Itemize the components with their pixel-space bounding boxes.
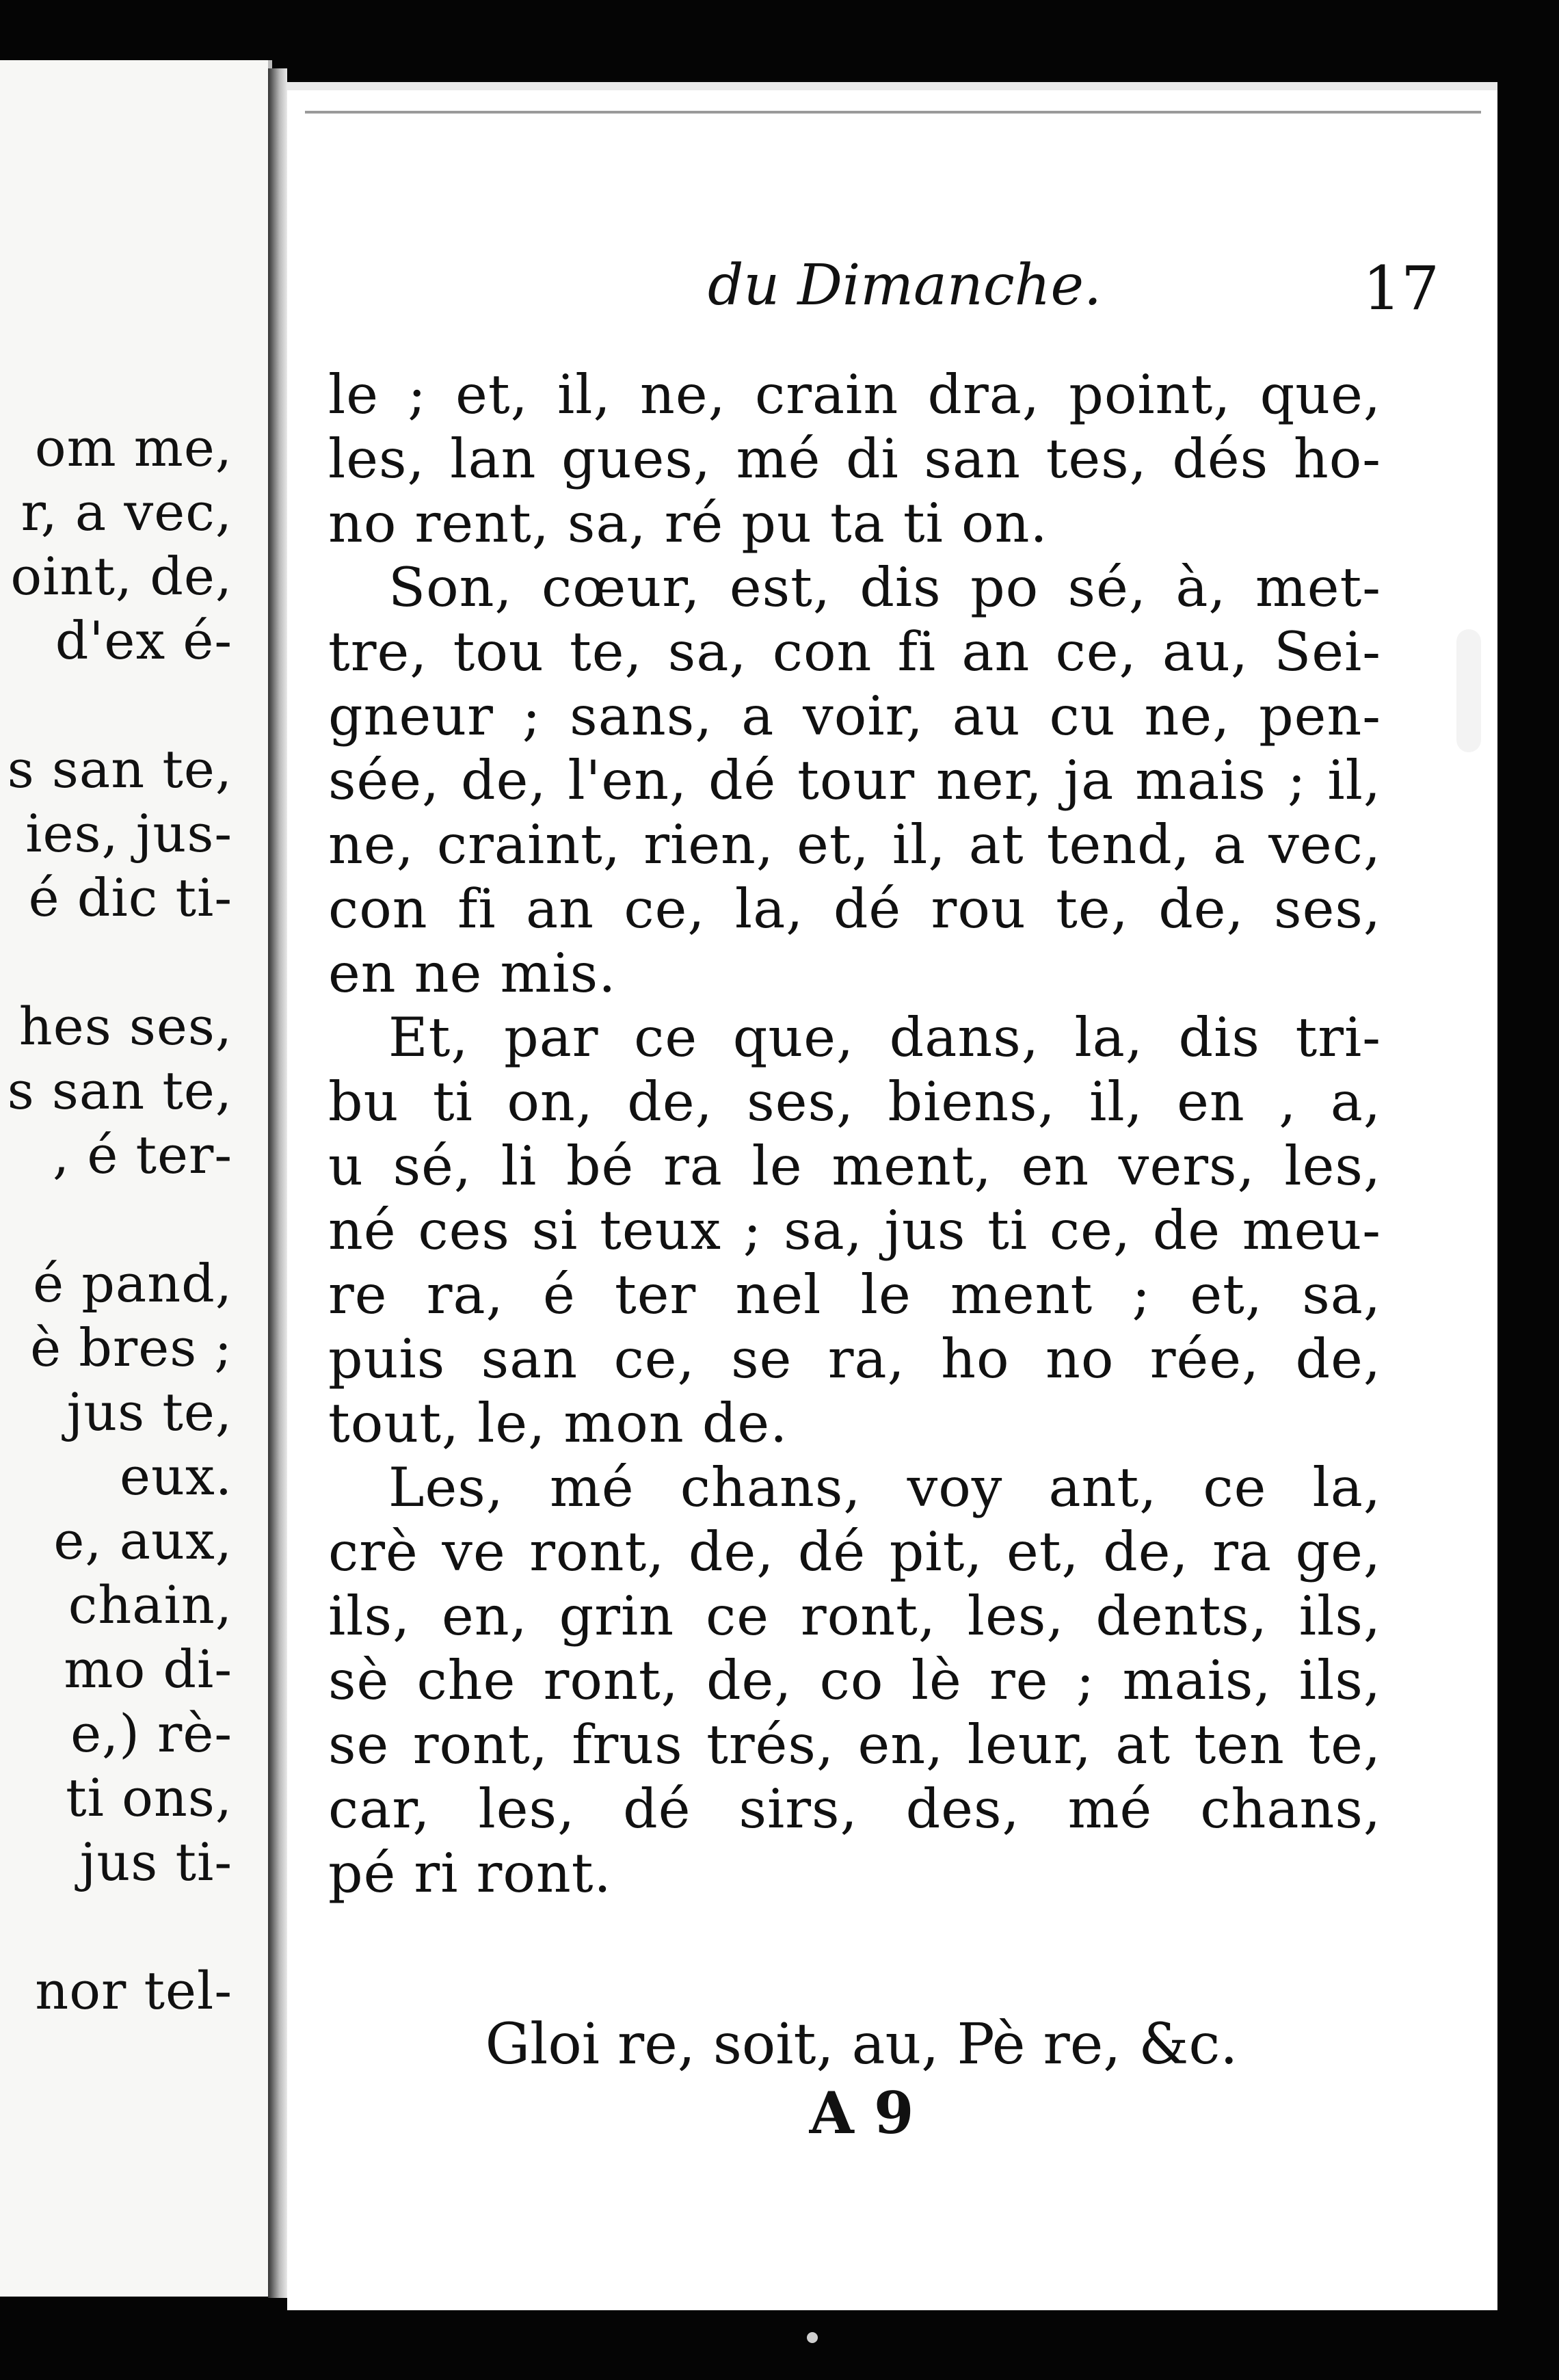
left-page-line: hes ses, — [18, 996, 232, 1057]
body-line: u sé, li bé ra le ment, en vers, les, — [328, 1135, 1381, 1198]
left-page-line: s san te, — [7, 739, 232, 799]
running-head: du Dimanche. — [707, 253, 1102, 318]
left-page-line: chain, — [68, 1574, 232, 1635]
left-page-line: nor tel- — [35, 1960, 232, 2021]
body-line: Son, cœur, est, dis po sé, à, met- — [388, 556, 1381, 619]
book-gutter — [268, 68, 287, 2298]
left-page-line: oint, de, — [10, 546, 232, 607]
body-line: sée, de, l'en, dé tour ner, ja mais ; il, — [328, 749, 1381, 812]
left-page-line: jus ti- — [79, 1832, 232, 1892]
body-line: les, lan gues, mé di san tes, dés ho- — [328, 427, 1381, 490]
body-line: pé ri ront. — [328, 1842, 612, 1905]
body-line: en ne mis. — [328, 942, 617, 1005]
body-line: con fi an ce, la, dé rou te, de, ses, — [328, 877, 1381, 940]
body-line: tre, tou te, sa, con fi an ce, au, Sei- — [328, 620, 1381, 683]
left-page-line: è bres ; — [30, 1317, 232, 1378]
left-page-line: e, aux, — [53, 1510, 232, 1571]
paper-mark — [1456, 629, 1481, 752]
body-line: le ; et, il, ne, crain dra, point, que, — [328, 363, 1381, 426]
left-page-line: om me, — [34, 417, 232, 478]
body-line: gneur ; sans, a voir, au cu ne, pen- — [328, 685, 1381, 748]
left-page-line: jus te, — [66, 1381, 232, 1442]
body-line: ils, en, grin ce ront, les, dents, ils, — [328, 1585, 1381, 1648]
gloria-line: Gloi re, soit, au, Pè re, &c. — [485, 2012, 1238, 2077]
left-page-line: s san te, — [7, 1060, 232, 1121]
right-page — [287, 82, 1497, 2310]
body-line: puis san ce, se ra, ho no rée, de, — [328, 1327, 1381, 1390]
page-number: 17 — [1363, 253, 1439, 323]
body-line: no rent, sa, ré pu ta ti on. — [328, 492, 1048, 555]
scan-dot — [807, 2332, 818, 2343]
body-line: Les, mé chans, voy ant, ce la, — [388, 1456, 1381, 1519]
body-line: re ra, é ter nel le ment ; et, sa, — [328, 1263, 1381, 1326]
body-line: crè ve ront, de, dé pit, et, de, ra ge, — [328, 1520, 1381, 1583]
body-line: bu ti on, de, ses, biens, il, en , a, — [328, 1070, 1381, 1133]
left-page-line: mo di- — [64, 1639, 232, 1700]
body-line: tout, le, mon de. — [328, 1392, 788, 1455]
body-line: Et, par ce que, dans, la, dis tri- — [388, 1006, 1381, 1069]
left-page-line: , é ter- — [53, 1124, 232, 1185]
top-rule — [305, 111, 1481, 114]
body-line: se ront, frus trés, en, leur, at ten te, — [328, 1713, 1381, 1776]
left-page-line: r, a vec, — [21, 481, 232, 542]
body-line: ne, craint, rien, et, il, at tend, a vec, — [328, 813, 1381, 876]
left-page-line: e,) rè- — [70, 1703, 232, 1764]
body-line: sè che ront, de, co lè re ; mais, ils, — [328, 1649, 1381, 1712]
signature-mark: A 9 — [809, 2079, 914, 2147]
left-page-line: é pand, — [33, 1253, 232, 1314]
body-line: car, les, dé sirs, des, mé chans, — [328, 1777, 1381, 1840]
left-page-line: eux. — [120, 1446, 232, 1507]
left-page-line: ies, jus- — [25, 803, 232, 864]
left-page-line: d'ex é- — [55, 610, 232, 671]
left-page-line: ti ons, — [66, 1767, 232, 1828]
body-line: né ces si teux ; sa, jus ti ce, de meu- — [328, 1199, 1381, 1262]
left-page-line: é dic ti- — [28, 867, 232, 928]
left-page — [0, 60, 272, 2297]
